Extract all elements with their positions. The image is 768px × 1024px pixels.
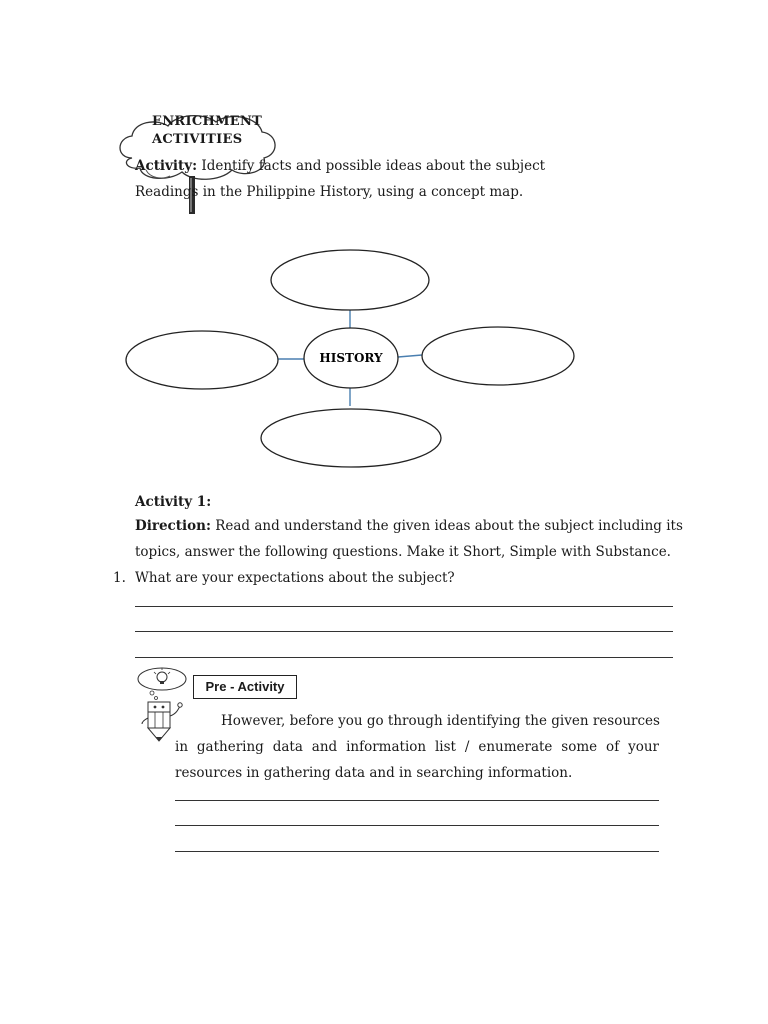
concept-center-label: HISTORY (319, 351, 383, 365)
question-item (113, 565, 455, 591)
concept-map (118, 242, 588, 474)
question-number: 1. (113, 570, 126, 586)
answer-line[interactable] (175, 851, 659, 852)
enrichment-title-line2: ACTIVITIES (152, 132, 243, 147)
activity-instruction (135, 153, 545, 179)
concept-bubble-right[interactable] (422, 327, 574, 385)
answer-line[interactable] (175, 800, 659, 801)
direction-text (135, 513, 683, 539)
concept-bubble-top[interactable] (271, 250, 429, 310)
answer-line[interactable] (135, 631, 673, 632)
question-text: What are your expectations about the subject? (135, 570, 455, 586)
pre-activity-text-2: in gathering data and information list / enumerate some of your (175, 739, 659, 755)
pre-activity-label: Pre - Activity (193, 675, 297, 699)
activity-label: Activity: (135, 158, 198, 174)
answer-line[interactable] (175, 825, 659, 826)
pre-activity-text-1: However, before you go through identifying the given resources (221, 713, 660, 729)
answer-line[interactable] (135, 606, 673, 607)
activity1-title: Activity 1: (135, 494, 212, 510)
direction-text-1: Read and understand the given ideas about the subject including its (210, 518, 683, 534)
concept-bubble-bottom[interactable] (261, 409, 441, 467)
pre-activity-text-3: resources in gathering data and in searching information. (175, 765, 573, 781)
enrichment-title-line1: ENRICHMENT (152, 114, 263, 129)
direction-text-2: topics, answer the following questions. Make it Short, Simple with Substance. (135, 544, 671, 560)
activity-text-1: Identify facts and possible ideas about the subject (197, 158, 546, 174)
answer-line[interactable] (135, 657, 673, 658)
activity-text-2: Readings in the Philippine History, using a concept map. (135, 184, 524, 200)
concept-bubble-left[interactable] (126, 331, 278, 389)
direction-label: Direction: (135, 518, 211, 534)
